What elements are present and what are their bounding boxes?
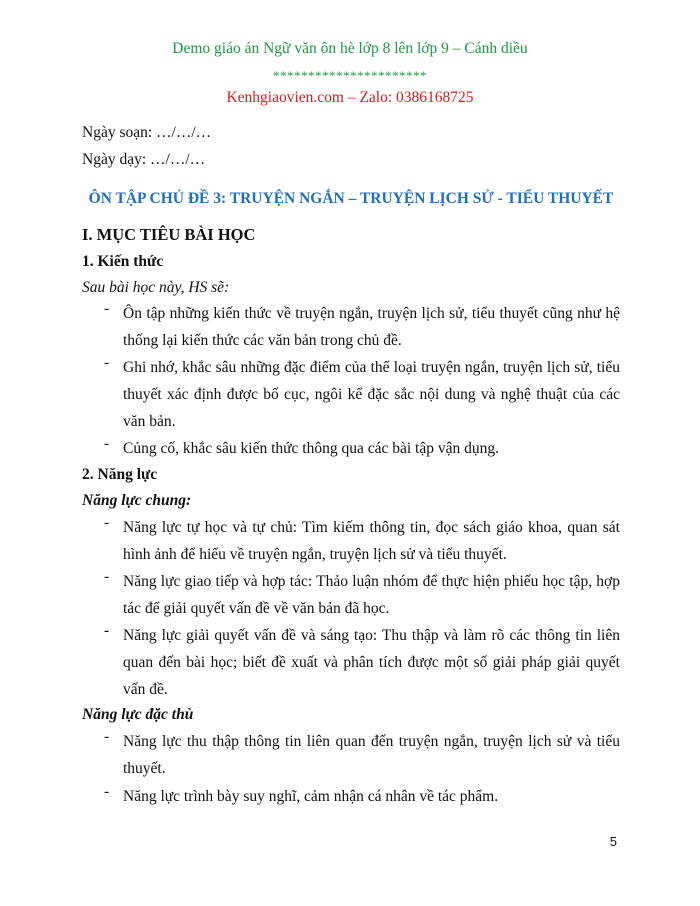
knowledge-intro: Sau bài học này, HS sẽ: <box>82 279 230 296</box>
header-stars: ********************** <box>273 68 427 83</box>
bullet-dash: - <box>104 514 110 531</box>
lesson-title: ÔN TẬP CHỦ ĐỀ 3: TRUYỆN NGẮN – TRUYỆN LỊCH SỬ - TIỂU THUYẾT <box>88 190 614 207</box>
list-item-text: Ghi nhớ, khắc sâu những đặc điểm của thể loại truyện ngắn, truyện lịch sử, tiểu thuyết xác định được bố cục, ngôi kể đặc sắc nội dung và nghệ thuật của các văn bản. <box>123 359 620 430</box>
list-item-text: Năng lực tự học và tự chủ: Tìm kiếm thông tin, đọc sách giáo khoa, quan sát hình ảnh để hiểu về truyện ngắn, truyện lịch sử và tiểu thuyết. <box>123 519 620 563</box>
list-item-text: Năng lực giao tiếp và hợp tác: Thảo luận nhóm để thực hiện phiếu học tập, hợp tác để giải quyết vấn đề về văn bản đã học. <box>123 573 620 617</box>
bullet-dash: - <box>104 568 110 585</box>
list-item-text: Năng lực trình bày suy nghĩ, cảm nhận cá nhân về tác phẩm. <box>123 788 499 805</box>
bullet-dash: - <box>104 300 110 317</box>
prep-date: Ngày soạn: …/…/… <box>82 124 212 141</box>
bullet-dash: - <box>104 728 110 745</box>
bullet-dash: - <box>104 622 110 639</box>
general-competence-heading: Năng lực chung: <box>82 492 192 509</box>
section-heading: I. MỤC TIÊU BÀI HỌC <box>82 225 256 244</box>
header-contact: Kenhgiaovien.com – Zalo: 0386168725 <box>226 89 474 106</box>
list-item-text: Năng lực thu thập thông tin liên quan đến truyện ngắn, truyện lịch sử và tiểu thuyết. <box>123 733 620 777</box>
teach-date: Ngày dạy: …/…/… <box>82 151 206 168</box>
bullet-dash: - <box>104 783 110 800</box>
list-item-text: Củng cố, khắc sâu kiến thức thông qua các bài tập vận dụng. <box>123 440 499 457</box>
competence-heading: 2. Năng lực <box>82 466 158 483</box>
list-item-text: Ôn tập những kiến thức về truyện ngắn, truyện lịch sử, tiểu thuyết cũng như hệ thống lại kiến thức các văn bản trong chủ đề. <box>123 305 620 349</box>
bullet-dash: - <box>104 435 110 452</box>
specific-competence-heading: Năng lực đặc thù <box>82 706 194 723</box>
list-item-text: Năng lực giải quyết vấn đề và sáng tạo: Thu thập và làm rõ các thông tin liên quan đến bài học; biết đề xuất và phân tích được một số giải pháp giải quyết vấn đề. <box>123 627 620 698</box>
bullet-dash: - <box>104 354 110 371</box>
knowledge-heading: 1. Kiến thức <box>82 253 164 270</box>
page-number: 5 <box>609 834 617 849</box>
header-title: Demo giáo án Ngữ văn ôn hè lớp 8 lên lớp 9 – Cánh diều <box>172 40 528 57</box>
